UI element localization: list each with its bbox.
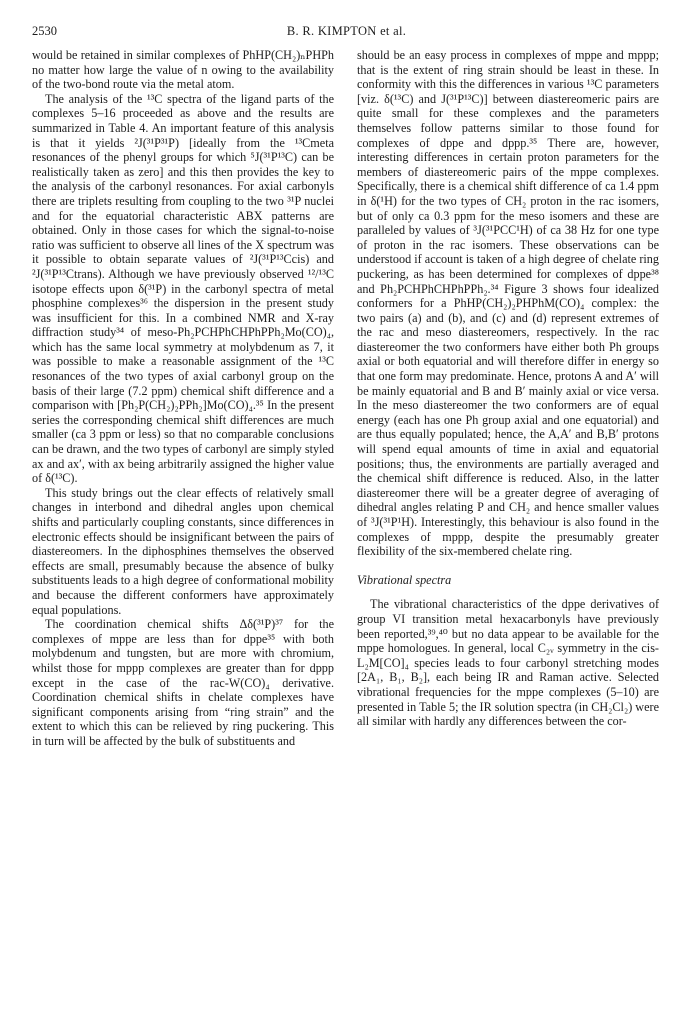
page-number: 2530: [32, 24, 57, 38]
paragraph: would be retained in similar complexes of PhHP(CH₂)ₙPHPh no matter how large the value of n owing to the availability of the two-bond route via the metal atom.: [32, 48, 334, 92]
paragraph: The coordination chemical shifts Δδ(³¹P)³⁷ for the complexes of mppe are less than for dppe³⁵ with both molybdenum and tungsten, but are more with chromium, whilst those for mppp complexes are greater than for dppp except in the case of the rac-W(CO)₄ derivative. Coordination chemical shifts in chelate complexes have significant components arising from “ring strain” and the extent to which this can be relieved by ring puckering. This in turn will be affected by the bulk of substituents and: [32, 617, 334, 748]
paragraph: The analysis of the ¹³C spectra of the ligand parts of the complexes 5–16 proceeded as above and the results are summarized in Table 4. An important feature of this analysis is that it yields ²J(³¹P³¹P) [ideally from the ¹³Cmeta resonances of the phenyl groups for which ⁵J(³¹P¹³C) can be realistically taken as zero] and this then provides the key to the analysis of the carbonyl resonances. For axial carbonyls there are triplets resulting from coupling to the two ³¹P nuclei and for the equatorial characteristic ABX patterns are obtained. Only in those cases for which the signal-to-noise ratio was sufficient to observe all lines of the X spectrum was it possible to obtain separate values of ²J(³¹P¹³Ccis) and ²J(³¹P¹³Ctrans). Although we have previously observed ¹²/¹³C isotope effects upon δ(³¹P) in the carbonyl spectra of metal phosphine complexes³⁶ the dispersion in the present study was insufficient for this. In a combined NMR and X-ray diffraction study³⁴ of meso-Ph₂PCHPhCHPhPPh₂Mo(CO)₄, which has the same local symmetry at molybdenum as 7, it was possible to make a reasonable assignment of the ¹³C resonances of the two types of axial carbonyl group on the basis of their large (7.2 ppm) chemical shift difference and a comparison with [Ph₂P(CH₂)₂PPh₂]Mo(CO)₄.³⁵ In the present series the corresponding chemical shift differences are much smaller (ca 3 ppm or less) so that no comparable conclusions can be drawn, and the two types of carbonyl are simply styled ax and ax′, with ax being arbitrarily assigned the higher value of δ(¹³C).: [32, 91, 334, 486]
running-head: B. R. KIMPTON et al.: [286, 24, 407, 38]
right-column: [357, 48, 659, 729]
paragraph: should be an easy process in complexes of mppe and mppp; that is the extent of ring strain should be least in these. In conformity with this the differences in various ¹³C parameters [viz. δ(¹³C) and J(³¹P¹³C)] between diastereomeric pairs are quite small for these complexes and the parameters themselves follow patterns similar to those found for complexes of dppe and dppp.³⁵ There are, however, interesting differences in certain proton parameters for the members of diastereomeric pairs of the mppe complexes. Specifically, there is a chemical shift difference of ca 1.4 ppm in δ(¹H) for the two types of CH₂ proton in the rac isomers, but of only ca 0.3 ppm for the meso isomers and these are paralleled by values of ³J(³¹PCC¹H) of ca 38 Hz for one type of proton in the rac isomers. These observations can be understood if account is taken of a high degree of chelate ring puckering, as has been determined for complexes of dppe³⁸ and Ph₂PCHPhCHPhPPh₂.³⁴ Figure 3 shows four idealized conformers for a PhHP(CH₂)₂PHPhM(CO)₄ complex: the two pairs (a) and (b), and (c) and (d) represent extremes of the rac and meso diastereomers, respectively. In the rac diastereomer the two conformers have either both Ph groups axial or both equatorial and will therefore differ in energy so that one form may predominate. Hence, protons A and A′ will be mainly equatorial and B and B′ mainly axial or vice versa. In the meso diastereomer the two conformers are of equal energy (each has one Ph group axial and one equatorial) and are thus equally populated; hence, the A,A′ and B,B′ protons will spend equal amounts of time in axial and equatorial positions; thus, the environments are partially averaged and the chemical shift difference is reduced. Also, in the latter diastereomer there will be a greater degree of averaging of dihedral angles relating P and CH₂ and hence smaller values of ³J(³¹P¹H). Interestingly, this behaviour is also found in the complexes of mppp, despite the presumably greater flexibility of the six-membered chelate ring.: [357, 48, 659, 559]
section-heading: Vibrational spectra: [357, 572, 452, 587]
paragraph: The vibrational characteristics of the dppe derivatives of group VI transition metal hexacarbonyls have previously been reported,³⁹,⁴⁰ but no data appear to be available for the mppe homologues. In general, local C₂ᵥ symmetry in the cis-L₂M[CO]₄ species leads to four carbonyl stretching modes [2A₁, B₁, B₂], each being IR and Raman active. Selected vibrational frequencies for the mppe complexes (5–10) are presented in Table 5; the IR solution spectra (in CH₂Cl₂) were all similar with hardly any differences between the cor-: [357, 597, 659, 729]
left-column: [32, 48, 334, 749]
page-header: [32, 24, 661, 42]
paragraph: This study brings out the clear effects of relatively small changes in interbond and dihedral angles upon chemical shifts and particularly coupling constants, since differences in electronic effects should be insignificant between the pairs of diastereomers. In the diphosphines themselves the observed effects are small, presumably because the absence of bulky substituents leads to a high degree of conformational mobility and because the different conformers have approximately equal populations.: [32, 485, 334, 617]
